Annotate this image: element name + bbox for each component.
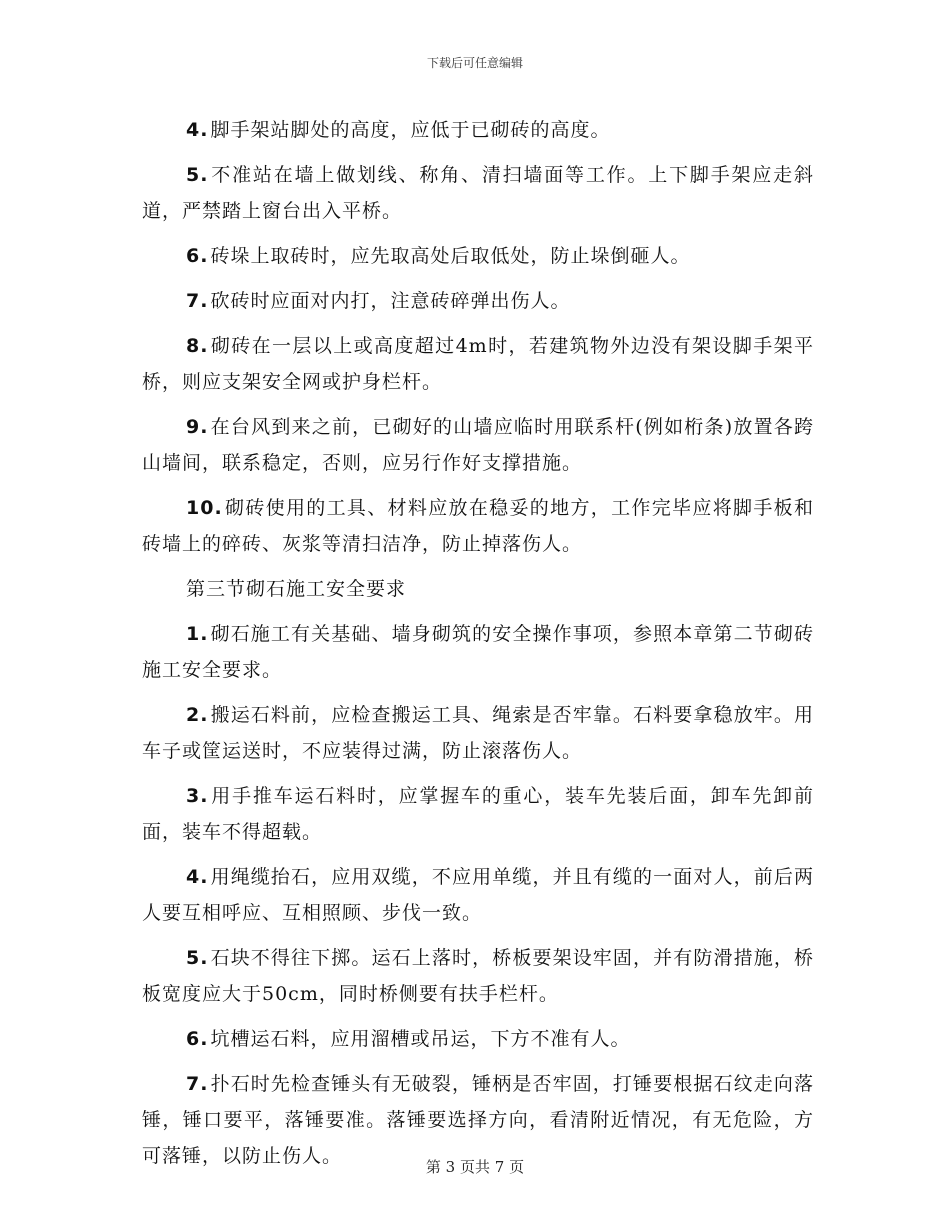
item-number: 6. [186,245,209,267]
item-number: 8. [186,335,209,357]
item-text: 砌石施工有关基础、墙身砌筑的安全操作事项，参照本章第二节砌砖施工安全要求。 [142,623,814,681]
paragraph-item [142,157,814,229]
paragraph-item [142,697,814,769]
item-text: 砌砖在一层以上或高度超过4m时，若建筑物外边没有架设脚手架平桥，则应支架安全网或护身栏杆。 [142,335,814,393]
item-number: 4. [186,119,209,141]
item-number: 7. [186,1073,209,1095]
paragraph-item [142,616,814,688]
item-number: 6. [186,1028,209,1050]
item-text: 在台风到来之前，已砌好的山墙应临时用联系杆(例如桁条)放置各跨山墙间，联系稳定，否则，应另行作好支撑措施。 [142,416,814,474]
item-number: 3. [186,785,209,807]
item-text: 搬运石料前，应检查搬运工具、绳索是否牢靠。石料要拿稳放牢。用车子或筐运送时，不应装得过满，防止滚落伤人。 [142,704,814,762]
paragraph-item [142,1021,814,1057]
item-number: 9. [186,416,209,438]
item-number: 5. [186,164,209,186]
section-title: 第三节砌石施工安全要求 [186,578,407,600]
paragraph-item [142,409,814,481]
item-number: 5. [186,947,209,969]
paragraph-item [142,238,814,274]
item-text: 坑槽运石料，应用溜槽或吊运，下方不准有人。 [210,1028,631,1050]
item-text: 脚手架站脚处的高度，应低于已砌砖的高度。 [210,119,611,141]
paragraph-item [142,778,814,850]
item-text: 砌砖使用的工具、材料应放在稳妥的地方，工作完毕应将脚手板和砖墙上的碎砖、灰浆等清扫洁净，防止掉落伤人。 [142,497,814,555]
page-footer: 第 3 页共 7 页 [425,1158,525,1176]
item-text: 不准站在墙上做划线、称角、清扫墙面等工作。上下脚手架应走斜道，严禁踏上窗台出入平桥。 [142,164,814,222]
item-text: 砍砖时应面对内打，注意砖碎弹出伤人。 [210,290,571,312]
item-text: 石块不得往下掷。运石上落时，桥板要架设牢固，并有防滑措施，桥板宽度应大于50cm，同时桥侧要有扶手栏杆。 [142,947,814,1005]
item-number: 4. [186,866,209,888]
paragraph-item [142,859,814,931]
item-text: 砖垛上取砖时，应先取高处后取低处，防止垛倒砸人。 [210,245,691,267]
item-number: 2. [186,704,209,726]
item-number: 1. [186,623,209,645]
item-number: 7. [186,290,209,312]
item-text: 用手推车运石料时，应掌握车的重心，装车先装后面，卸车先卸前面，装车不得超载。 [142,785,814,843]
paragraph-item [142,112,814,148]
item-text: 扑石时先检查锤头有无破裂，锤柄是否牢固，打锤要根据石纹走向落锤，锤口要平，落锤要准。落锤要选择方向，看清附近情况，有无危险，方可落锤，以防止伤人。 [142,1073,814,1167]
paragraph-item [142,490,814,562]
paragraph-item [142,328,814,400]
paragraph-item [142,940,814,1012]
paragraph-item [142,283,814,319]
page-header: 下载后可任意编辑 [426,56,523,70]
item-number: 10. [186,497,223,519]
document-body [142,112,814,1183]
item-text: 用绳缆抬石，应用双缆，不应用单缆，并且有缆的一面对人，前后两人要互相呼应、互相照顾、步伐一致。 [142,866,814,924]
